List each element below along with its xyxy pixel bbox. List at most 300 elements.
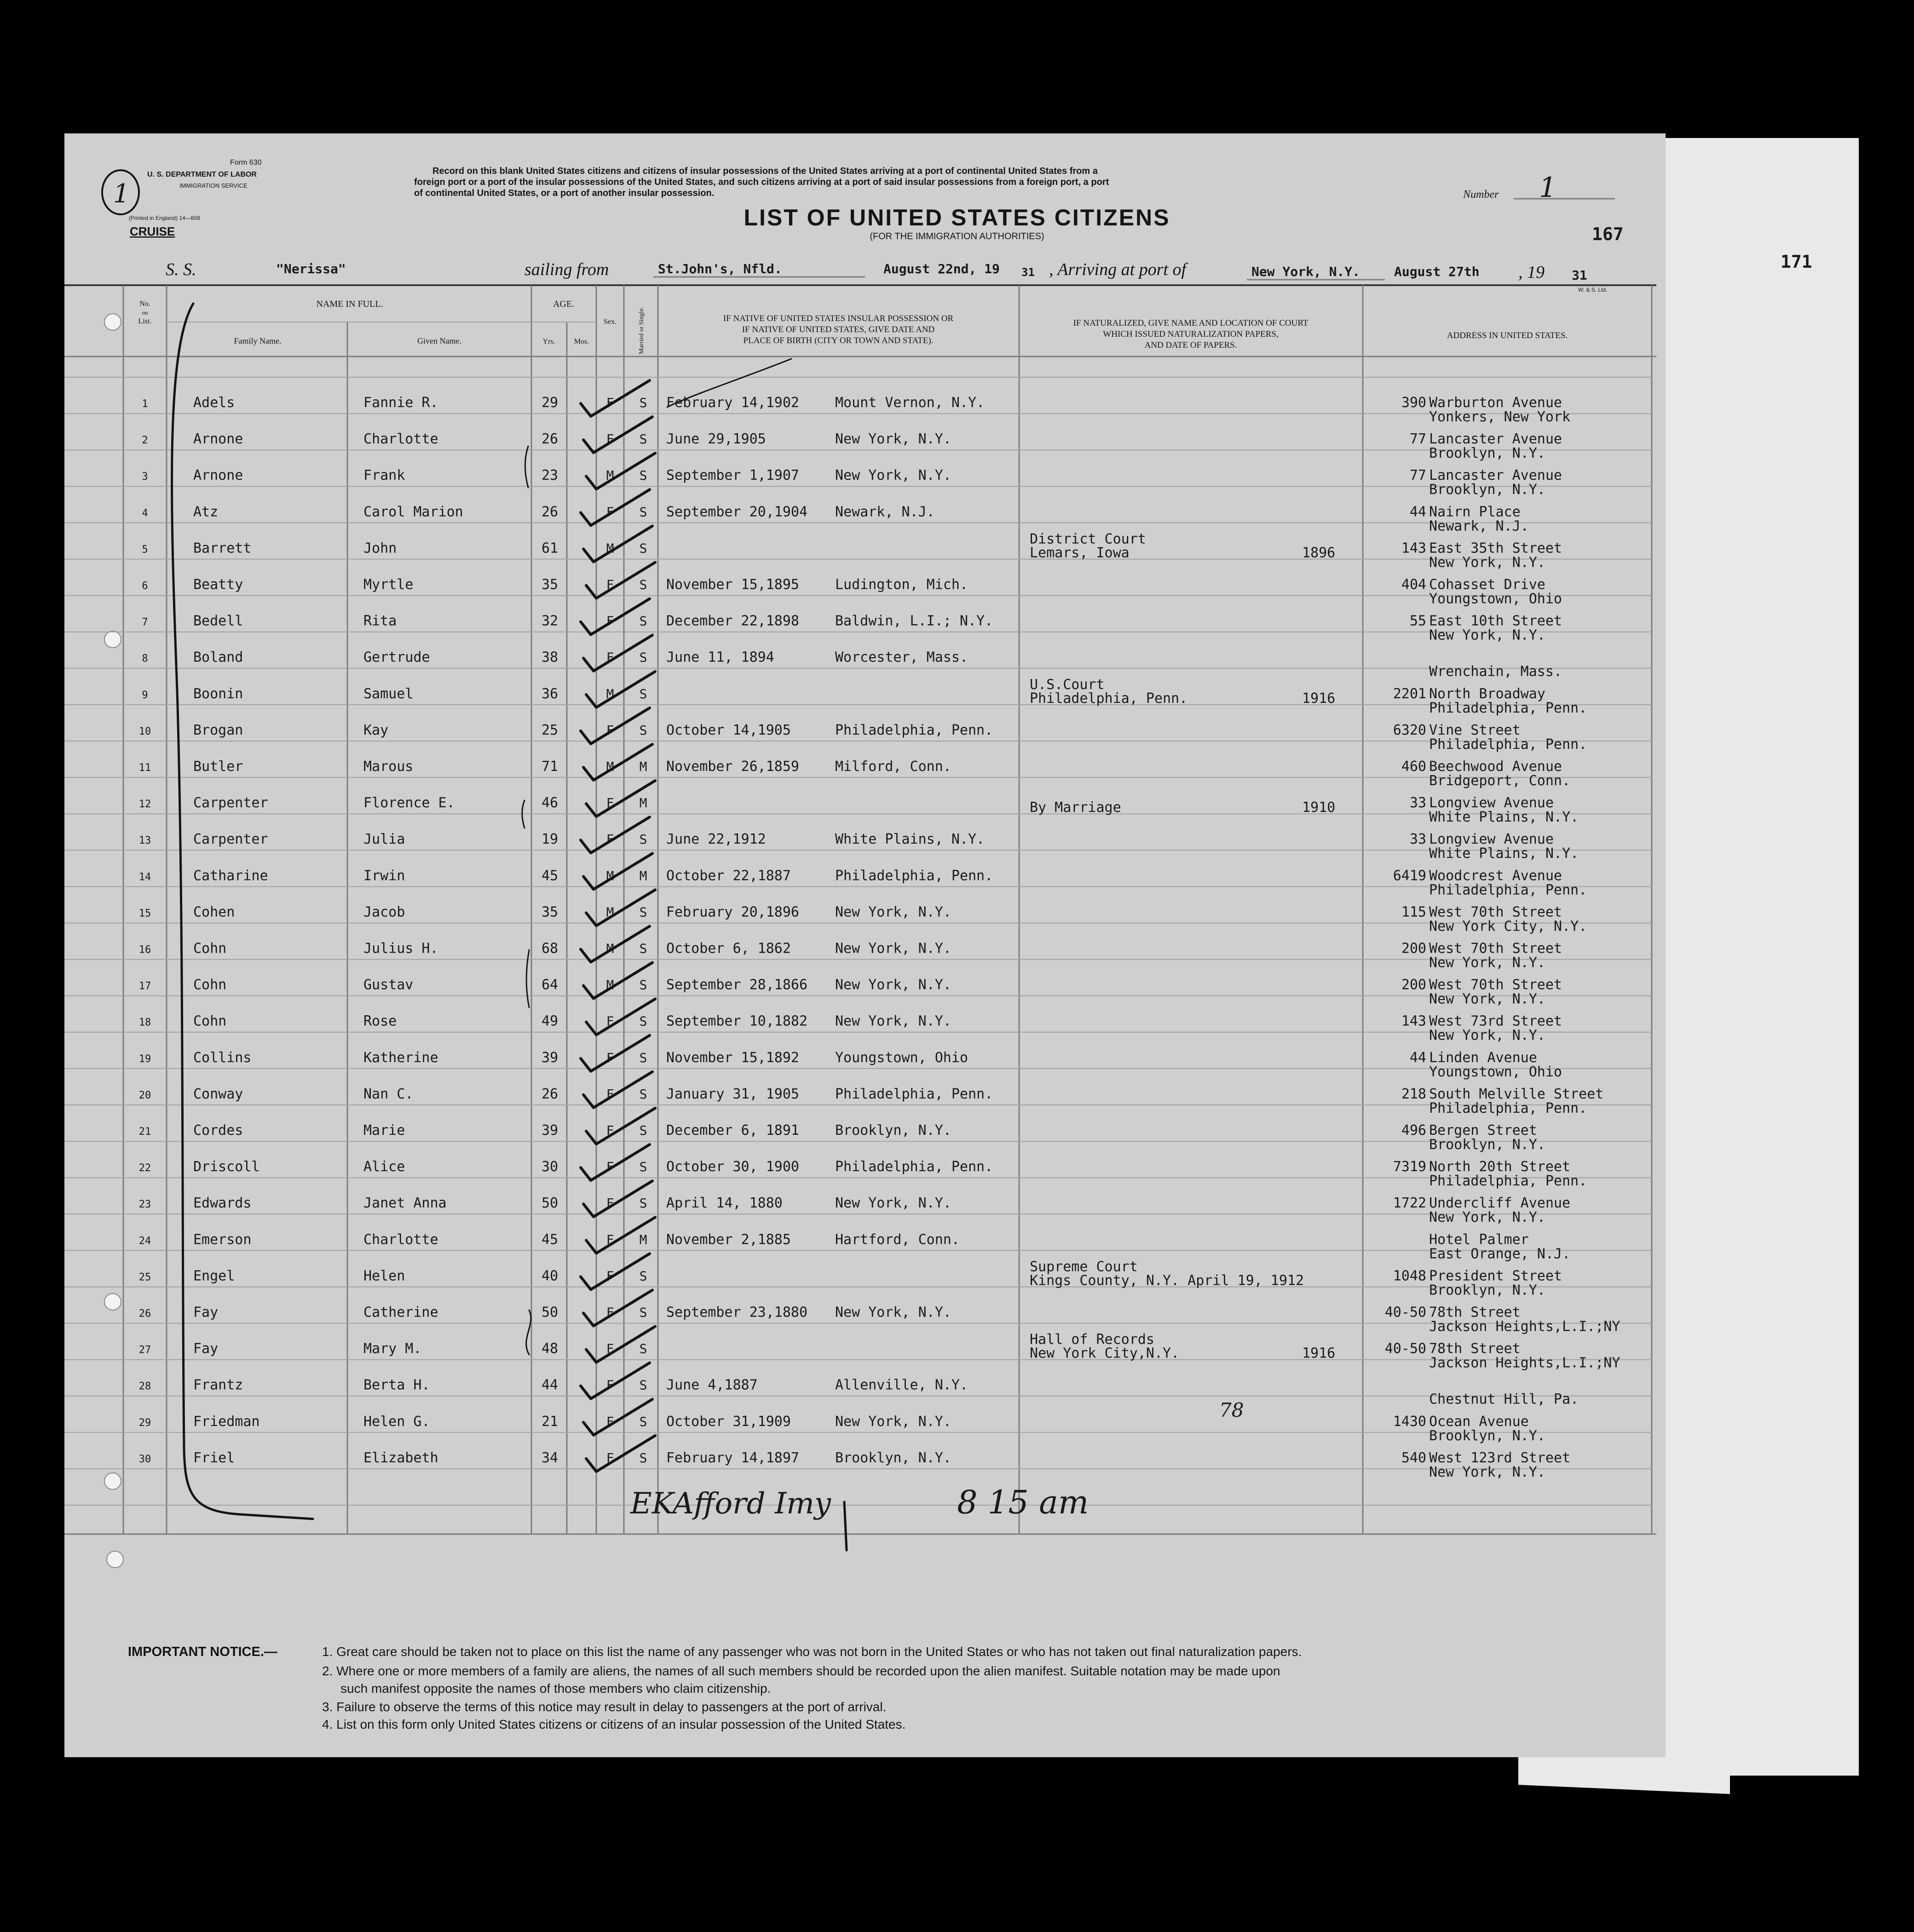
col-naturalized-line-1: IF NATURALIZED, GIVE NAME AND LOCATION OF COURT xyxy=(1073,318,1309,328)
sex: F xyxy=(606,431,614,447)
address-street: West 73rd Street xyxy=(1429,1013,1562,1029)
age-years: 26 xyxy=(541,431,559,448)
ss-label: S. S. xyxy=(166,260,196,279)
age-years: 21 xyxy=(541,1413,559,1430)
arrival-port: New York, N.Y. xyxy=(1251,264,1361,279)
marital-status: S xyxy=(639,977,647,993)
birth-place: Philadelphia, Penn. xyxy=(835,1159,993,1175)
address-street: Bergen Street xyxy=(1429,1122,1537,1138)
passenger-number: 10 xyxy=(138,725,151,737)
marital-status: S xyxy=(639,832,647,847)
col-family-name: Family Name. xyxy=(234,336,282,345)
naturalization-year: 1916 xyxy=(1302,690,1336,707)
address-street: South Melville Street xyxy=(1429,1086,1604,1102)
given-name: Julius H. xyxy=(363,940,438,957)
family-name: Carpenter xyxy=(193,831,268,848)
birth-place: Milford, Conn. xyxy=(835,759,951,775)
address-city: Philadelphia, Penn. xyxy=(1429,1100,1587,1116)
sex: F xyxy=(606,1013,614,1029)
marital-status: S xyxy=(639,904,647,920)
sex: M xyxy=(606,904,614,920)
birth-date: June 4,1887 xyxy=(666,1377,758,1393)
address-number: 404 xyxy=(1401,576,1426,593)
age-years: 38 xyxy=(541,649,559,666)
document-subtitle: (FOR THE IMMIGRATION AUTHORITIES) xyxy=(870,231,1044,242)
notice-item-2-continued: such manifest opposite the names of those members who claim citizenship. xyxy=(340,1681,771,1696)
address-number: 1430 xyxy=(1393,1413,1426,1430)
address-number: 496 xyxy=(1401,1122,1426,1138)
address-city: New York, N.Y. xyxy=(1429,1209,1545,1226)
col-age-mos: Mos. xyxy=(574,338,589,345)
birth-date: June 22,1912 xyxy=(666,831,766,848)
address-city: White Plains, N.Y. xyxy=(1429,845,1579,862)
marital-status: S xyxy=(639,1414,647,1429)
age-years: 36 xyxy=(541,685,559,702)
birth-date: October 31,1909 xyxy=(666,1413,791,1430)
sex: F xyxy=(606,1086,614,1102)
passenger-number: 24 xyxy=(138,1235,151,1247)
address-street: 78th Street xyxy=(1429,1304,1521,1321)
naturalization-year: 1916 xyxy=(1302,1345,1336,1362)
marital-status: S xyxy=(639,613,647,629)
given-name: Myrtle xyxy=(363,576,414,593)
passenger-number: 13 xyxy=(138,835,151,847)
address-street: West 70th Street xyxy=(1429,940,1562,957)
family-name: Cohn xyxy=(193,1013,227,1029)
marital-status: S xyxy=(639,395,647,410)
sex: F xyxy=(606,1341,614,1357)
address-city: Wrenchain, Mass. xyxy=(1429,663,1562,680)
address-number: 390 xyxy=(1401,395,1426,411)
birth-place: New York, N.Y. xyxy=(835,904,951,920)
family-name: Fay xyxy=(193,1304,219,1321)
margin-note-78: 78 xyxy=(1219,1399,1244,1421)
instructions-line-2: foreign port or a port of the insular possessions of the United States, and such citizens arriving at a port of said insular possessions from a foreign port, a port xyxy=(414,177,1109,187)
col-name-in-full: NAME IN FULL. xyxy=(316,299,383,309)
family-name: Friel xyxy=(193,1449,235,1466)
marital-status: S xyxy=(639,1268,647,1284)
officer-signature: EKAfford Imy xyxy=(630,1487,831,1521)
sex: F xyxy=(606,1377,614,1393)
passenger-number: 29 xyxy=(138,1417,151,1429)
passenger-number: 1 xyxy=(142,398,148,410)
age-years: 30 xyxy=(541,1159,559,1175)
birth-date: December 6, 1891 xyxy=(666,1122,799,1138)
birth-date: November 2,1885 xyxy=(666,1231,791,1248)
given-name: Rose xyxy=(363,1013,397,1029)
address-city: New York City, N.Y. xyxy=(1429,918,1587,935)
address-number: 200 xyxy=(1401,940,1426,957)
sex: F xyxy=(606,832,614,847)
number-value: 1 xyxy=(1539,172,1557,204)
sex: M xyxy=(606,540,614,556)
from-port: St.John's, Nfld. xyxy=(658,261,782,276)
marital-status: S xyxy=(639,1341,647,1357)
family-name: Carpenter xyxy=(193,795,268,811)
family-name: Brogan xyxy=(193,722,243,738)
address-city: New York, N.Y. xyxy=(1429,554,1545,571)
family-name: Atz xyxy=(193,504,219,520)
address-number: 540 xyxy=(1401,1449,1426,1466)
passenger-number: 7 xyxy=(142,616,148,628)
address-number: 6320 xyxy=(1393,722,1426,738)
printed-note: (Printed in England) 14—608 xyxy=(129,215,200,221)
address-number: 44 xyxy=(1409,1049,1426,1066)
family-name: Cohn xyxy=(193,977,227,993)
marital-status: S xyxy=(639,941,647,956)
address-number: 6419 xyxy=(1393,868,1426,884)
birth-date: October 22,1887 xyxy=(666,868,791,884)
address-number: 40-50 xyxy=(1384,1304,1426,1321)
age-years: 25 xyxy=(541,722,559,738)
birth-place: Mount Vernon, N.Y. xyxy=(835,395,985,411)
age-years: 44 xyxy=(541,1377,559,1393)
birth-place: New York, N.Y. xyxy=(835,467,951,484)
birth-place: White Plains, N.Y. xyxy=(835,831,985,848)
address-city: Philadelphia, Penn. xyxy=(1429,1173,1587,1190)
sex: F xyxy=(606,1305,614,1320)
sex: F xyxy=(606,1232,614,1248)
given-name: Marous xyxy=(363,759,414,775)
given-name: Helen xyxy=(363,1268,405,1284)
passenger-number: 8 xyxy=(142,653,148,665)
address-city: Brooklyn, N.Y. xyxy=(1429,482,1545,498)
marital-status: S xyxy=(639,1196,647,1211)
passenger-number: 19 xyxy=(138,1053,151,1065)
naturalization-court: District Court xyxy=(1030,531,1146,547)
marital-status: S xyxy=(639,1123,647,1138)
address-city: New York, N.Y. xyxy=(1429,954,1545,971)
address-city: Brooklyn, N.Y. xyxy=(1429,1137,1545,1153)
marital-status: S xyxy=(639,1086,647,1102)
arriving-label: , Arriving at port of xyxy=(1049,260,1187,279)
given-name: Mary M. xyxy=(363,1340,422,1357)
passenger-number: 6 xyxy=(142,580,148,592)
birth-place: New York, N.Y. xyxy=(835,1195,951,1212)
birth-place: Philadelphia, Penn. xyxy=(835,868,993,884)
naturalization-year: 1910 xyxy=(1302,799,1336,816)
sailing-label: sailing from xyxy=(525,260,609,279)
address-number: 143 xyxy=(1401,1013,1426,1029)
birth-place: Baldwin, L.I.; N.Y. xyxy=(835,613,993,629)
address-city: Youngstown, Ohio xyxy=(1429,1064,1562,1080)
given-name: Rita xyxy=(363,613,397,629)
birth-place: New York, N.Y. xyxy=(835,977,951,993)
age-years: 71 xyxy=(541,759,559,775)
age-years: 23 xyxy=(541,467,559,484)
passenger-number: 2 xyxy=(142,435,148,447)
address-number: 40-50 xyxy=(1384,1340,1426,1357)
passenger-number: 18 xyxy=(138,1017,151,1029)
address-street: West 70th Street xyxy=(1429,904,1562,920)
family-name: Arnone xyxy=(193,467,243,484)
address-city: Jackson Heights,L.I.;NY xyxy=(1429,1355,1620,1371)
sex: F xyxy=(606,395,614,410)
address-city: Philadelphia, Penn. xyxy=(1429,882,1587,898)
family-name: Beatty xyxy=(193,576,243,593)
birth-place: New York, N.Y. xyxy=(835,1413,951,1430)
age-years: 26 xyxy=(541,504,559,520)
col-no-line-2: on xyxy=(142,309,148,316)
address-number: 55 xyxy=(1409,613,1426,629)
sex: F xyxy=(606,1196,614,1211)
passenger-number: 30 xyxy=(138,1453,151,1465)
marital-status: S xyxy=(639,431,647,447)
age-years: 35 xyxy=(541,576,559,593)
col-birth-line-3: PLACE OF BIRTH (CITY OR TOWN AND STATE). xyxy=(743,336,934,345)
address-city: Newark, N.J. xyxy=(1429,518,1529,535)
address-street: Woodcrest Avenue xyxy=(1429,868,1562,884)
birth-place: New York, N.Y. xyxy=(835,1013,951,1029)
marital-status: S xyxy=(639,686,647,702)
address-city: Chestnut Hill, Pa. xyxy=(1429,1391,1579,1408)
marital-status: S xyxy=(639,504,647,520)
birth-date: February 14,1902 xyxy=(666,395,799,411)
passenger-number: 25 xyxy=(138,1271,151,1283)
sex: F xyxy=(606,504,614,520)
sex: F xyxy=(606,722,614,738)
birth-date: September 28,1866 xyxy=(666,977,808,993)
number-label: Number xyxy=(1463,189,1499,201)
birth-date: September 10,1882 xyxy=(666,1013,808,1029)
passenger-number: 9 xyxy=(142,689,148,701)
marital-status: S xyxy=(639,1305,647,1320)
birth-place: Brooklyn, N.Y. xyxy=(835,1449,951,1466)
address-street: Warburton Avenue xyxy=(1429,395,1562,411)
marital-status: S xyxy=(639,468,647,483)
birth-date: September 20,1904 xyxy=(666,504,808,520)
birth-place: New York, N.Y. xyxy=(835,940,951,957)
family-name: Cohen xyxy=(193,904,235,920)
given-name: Kay xyxy=(363,722,389,738)
address-street: East 35th Street xyxy=(1429,540,1562,557)
sex: F xyxy=(606,1123,614,1138)
address-number: 218 xyxy=(1401,1086,1426,1102)
address-number: 115 xyxy=(1401,904,1426,920)
marital-status: M xyxy=(639,868,647,884)
given-name: Julia xyxy=(363,831,405,848)
printer-mark: W. & S. Ltd. xyxy=(1578,287,1608,293)
passenger-number: 26 xyxy=(138,1308,151,1320)
given-name: Helen G. xyxy=(363,1413,430,1430)
page-number: 167 xyxy=(1592,224,1624,244)
address-number: 1048 xyxy=(1393,1268,1426,1284)
birth-place: Philadelphia, Penn. xyxy=(835,1086,993,1102)
address-city: Jackson Heights,L.I.;NY xyxy=(1429,1318,1620,1335)
birth-place: Brooklyn, N.Y. xyxy=(835,1122,951,1138)
birth-place: New York, N.Y. xyxy=(835,1304,951,1321)
age-years: 19 xyxy=(541,831,559,848)
birth-date: November 15,1895 xyxy=(666,576,799,593)
sex: F xyxy=(606,613,614,629)
address-number: 2201 xyxy=(1393,685,1426,702)
family-name: Catharine xyxy=(193,868,268,884)
age-years: 64 xyxy=(541,977,559,993)
department-name: U. S. DEPARTMENT OF LABOR xyxy=(147,171,257,178)
address-number: 77 xyxy=(1409,431,1426,448)
birth-place: Worcester, Mass. xyxy=(835,649,968,666)
passenger-number: 20 xyxy=(138,1089,151,1101)
family-name: Adels xyxy=(193,395,235,411)
given-name: Jacob xyxy=(363,904,405,920)
instructions-line-3: of continental United States, or a port of another insular possession. xyxy=(414,188,715,198)
notice-item-2: 2. Where one or more members of a family are aliens, the names of all such members should be recorded upon the alien manifest. Suitable notation may be made upon xyxy=(322,1664,1280,1678)
sex: M xyxy=(606,868,614,884)
passenger-number: 22 xyxy=(138,1162,151,1174)
arrival-time-note: 8 15 am xyxy=(957,1484,1089,1521)
address-street: Beechwood Avenue xyxy=(1429,759,1562,775)
naturalization-court: Hall of Records xyxy=(1030,1331,1154,1348)
address-number: 460 xyxy=(1401,759,1426,775)
given-name: John xyxy=(363,540,397,557)
address-street: Longview Avenue xyxy=(1429,831,1554,848)
sex: F xyxy=(606,577,614,592)
age-years: 39 xyxy=(541,1049,559,1066)
birth-date: November 26,1859 xyxy=(666,759,799,775)
address-city: Philadelphia, Penn. xyxy=(1429,736,1587,753)
given-name: Janet Anna xyxy=(363,1195,447,1212)
ship-name: "Nerissa" xyxy=(276,261,346,276)
birth-place: Philadelphia, Penn. xyxy=(835,722,993,738)
given-name: Elizabeth xyxy=(363,1449,438,1466)
address-number: 7319 xyxy=(1393,1159,1426,1175)
age-years: 48 xyxy=(541,1340,559,1357)
address-street: Longview Avenue xyxy=(1429,795,1554,811)
family-name: Fay xyxy=(193,1340,219,1357)
address-street: East 10th Street xyxy=(1429,613,1562,629)
arrival-year: 31 xyxy=(1572,268,1587,283)
passenger-number: 3 xyxy=(142,471,148,483)
address-city: Philadelphia, Penn. xyxy=(1429,700,1587,716)
family-name: Arnone xyxy=(193,431,243,448)
age-years: 34 xyxy=(541,1449,559,1466)
address-number: 200 xyxy=(1401,977,1426,993)
address-number: 77 xyxy=(1409,467,1426,484)
side-page-number: 171 xyxy=(1781,252,1812,272)
birth-date: October 14,1905 xyxy=(666,722,791,738)
sex: F xyxy=(606,1414,614,1429)
naturalization-location: Lemars, Iowa xyxy=(1030,545,1130,561)
address-number: 44 xyxy=(1409,504,1426,520)
birth-date: November 15,1892 xyxy=(666,1049,799,1066)
sex: M xyxy=(606,468,614,483)
naturalization-location: New York City,N.Y. xyxy=(1030,1345,1180,1362)
given-name: Fannie R. xyxy=(363,395,438,411)
given-name: Irwin xyxy=(363,868,405,884)
naturalization-year: 1896 xyxy=(1302,545,1336,561)
given-name: Berta H. xyxy=(363,1377,430,1393)
address-city: Youngstown, Ohio xyxy=(1429,591,1562,607)
marital-status: M xyxy=(639,1232,647,1248)
age-years: 26 xyxy=(541,1086,559,1102)
given-name: Frank xyxy=(363,467,405,484)
next-page-edge xyxy=(1638,138,1859,1776)
given-name: Charlotte xyxy=(363,1231,438,1248)
naturalization-court: Supreme Court xyxy=(1030,1259,1138,1275)
given-name: Catherine xyxy=(363,1304,438,1321)
age-years: 35 xyxy=(541,904,559,920)
marital-status: S xyxy=(639,1050,647,1065)
address-street: Vine Street xyxy=(1429,722,1521,738)
family-name: Barrett xyxy=(193,540,252,557)
address-street: Hotel Palmer xyxy=(1429,1231,1529,1248)
marital-status: S xyxy=(639,1159,647,1175)
naturalization-court: U.S.Court xyxy=(1030,676,1105,693)
birth-place: Allenville, N.Y. xyxy=(835,1377,968,1393)
age-years: 50 xyxy=(541,1304,559,1321)
family-name: Frantz xyxy=(193,1377,243,1393)
family-name: Conway xyxy=(193,1086,243,1102)
col-married-single: Married or Single. xyxy=(638,306,645,354)
col-naturalized-line-3: AND DATE OF PAPERS. xyxy=(1144,340,1237,350)
form-number: Form 630 xyxy=(230,159,262,167)
col-address: ADDRESS IN UNITED STATES. xyxy=(1447,331,1568,340)
age-years: 45 xyxy=(541,868,559,884)
birth-date: January 31, 1905 xyxy=(666,1086,799,1102)
address-city: New York, N.Y. xyxy=(1429,991,1545,1007)
sex: F xyxy=(606,1050,614,1065)
family-name: Butler xyxy=(193,759,243,775)
col-given-name: Given Name. xyxy=(417,336,461,345)
sex: M xyxy=(606,759,614,774)
given-name: Alice xyxy=(363,1159,405,1175)
arrival-year-prefix: , 19 xyxy=(1518,263,1545,282)
notice-item-3: 3. Failure to observe the terms of this notice may result in delay to passengers at the port of arrival. xyxy=(322,1700,887,1714)
passenger-number: 5 xyxy=(142,544,148,556)
given-name: Gertrude xyxy=(363,649,430,666)
naturalization-location: By Marriage xyxy=(1030,799,1121,816)
address-street: Linden Avenue xyxy=(1429,1049,1537,1066)
passenger-number: 14 xyxy=(138,871,151,883)
circled-number-text: 1 xyxy=(113,179,130,209)
notice-item-4: 4. List on this form only United States citizens or citizens of an insular possession of the United States. xyxy=(322,1717,906,1731)
family-name: Edwards xyxy=(193,1195,252,1212)
col-birth-line-1: IF NATIVE OF UNITED STATES INSULAR POSSESSION OR xyxy=(723,314,954,323)
address-number: 1722 xyxy=(1393,1195,1426,1212)
address-city: Brooklyn, N.Y. xyxy=(1429,1427,1545,1444)
document-title: LIST OF UNITED STATES CITIZENS xyxy=(744,205,1170,230)
given-name: Florence E. xyxy=(363,795,455,811)
marital-status: M xyxy=(639,759,647,774)
family-name: Driscoll xyxy=(193,1159,260,1175)
marital-status: S xyxy=(639,722,647,738)
sail-date: August 22nd, 19 xyxy=(883,261,1000,276)
birth-date: February 14,1897 xyxy=(666,1449,799,1466)
address-city: Yonkers, New York xyxy=(1429,409,1571,425)
birth-date: December 22,1898 xyxy=(666,613,799,629)
family-name: Bedell xyxy=(193,613,243,629)
sex: M xyxy=(606,941,614,956)
sail-year: 31 xyxy=(1021,266,1035,279)
passenger-number: 12 xyxy=(138,799,151,811)
sex: M xyxy=(606,686,614,702)
birth-date: September 1,1907 xyxy=(666,467,799,484)
address-street: Ocean Avenue xyxy=(1429,1413,1529,1430)
birth-date: June 29,1905 xyxy=(666,431,766,448)
address-street: Nairn Place xyxy=(1429,504,1521,520)
given-name: Charlotte xyxy=(363,431,438,448)
notice-heading: IMPORTANT NOTICE.— xyxy=(128,1644,277,1659)
passenger-number: 4 xyxy=(142,507,148,519)
birth-place: Youngstown, Ohio xyxy=(835,1049,968,1066)
sex: F xyxy=(606,650,614,665)
age-years: 68 xyxy=(541,940,559,957)
age-years: 39 xyxy=(541,1122,559,1138)
family-name: Emerson xyxy=(193,1231,252,1248)
marital-status: S xyxy=(639,1377,647,1393)
sex: F xyxy=(606,795,614,811)
instructions-line-1: Record on this blank United States citizens and citizens of insular possessions of the United States arriving at a port of continental United States from a xyxy=(432,166,1098,176)
